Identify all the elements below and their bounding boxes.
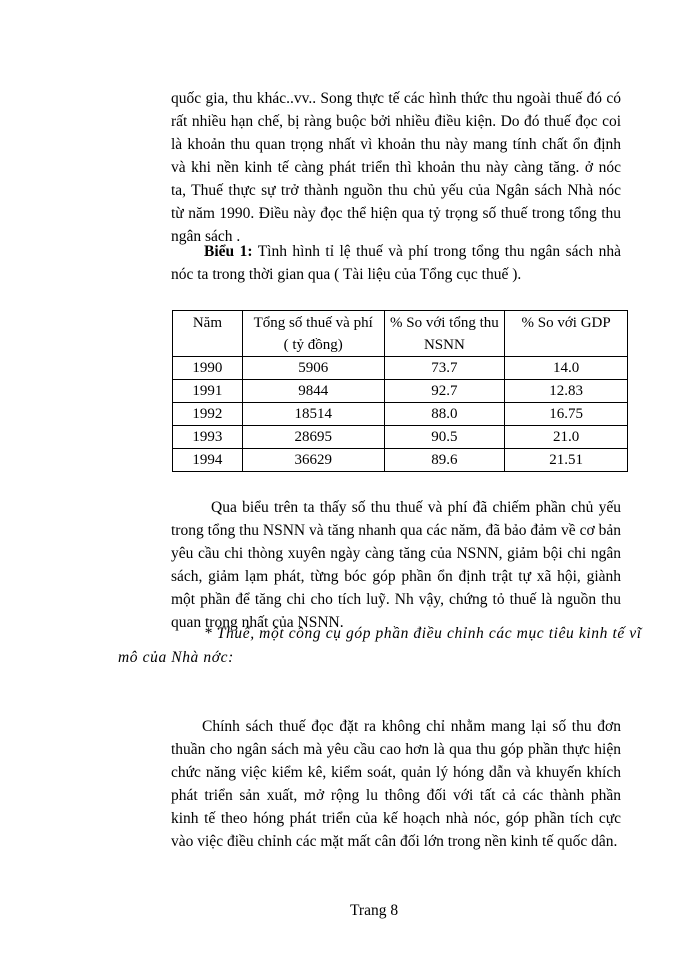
table-row bbox=[173, 380, 628, 403]
text-line: chức năng việc kiểm kê, kiểm soát, quản lý hóng dẫn và khuyến khích bbox=[171, 764, 621, 781]
cell-total: 9844 bbox=[242, 380, 384, 403]
table-header-row bbox=[173, 311, 628, 357]
header-total-tax: Tổng số thuế và phí ( tỷ đồng) bbox=[242, 311, 384, 357]
cell-pct-gdp: 21.0 bbox=[505, 426, 628, 449]
paragraph-policy bbox=[171, 715, 621, 853]
cell-total: 18514 bbox=[242, 403, 384, 426]
subheading-line: * Thuế, một công cụ góp phần điều chỉnh các mục tiêu kinh tế vĩ bbox=[204, 625, 642, 642]
text-line: từ năm 1990. Điều này đọc thể hiện qua tỷ trọng số thuế trong tổng thu bbox=[171, 205, 621, 222]
text-line: ngân sách . bbox=[171, 228, 241, 245]
text-line: ta, Thuế thực sự trở thành nguồn thu chủ yếu của Ngân sách Nhà nóc bbox=[171, 182, 621, 199]
text-line: sách, giảm lạm phát, từng bóc góp phần ổn định trật tự xã hội, giành bbox=[171, 568, 621, 585]
cell-year: 1991 bbox=[173, 380, 243, 403]
cell-pct-budget: 92.7 bbox=[384, 380, 505, 403]
cell-pct-budget: 88.0 bbox=[384, 403, 505, 426]
cell-pct-budget: 90.5 bbox=[384, 426, 505, 449]
cell-pct-gdp: 12.83 bbox=[505, 380, 628, 403]
cell-pct-gdp: 14.0 bbox=[505, 357, 628, 380]
table-caption bbox=[171, 240, 621, 286]
cell-year: 1993 bbox=[173, 426, 243, 449]
text-line: vào việc điều chỉnh các mặt mất cân đối lớn trong nền kinh tế quốc dân. bbox=[171, 833, 618, 850]
cell-pct-gdp: 21.51 bbox=[505, 449, 628, 472]
header-pct-budget: % So với tổng thu NSNN bbox=[384, 311, 505, 357]
table-row bbox=[173, 357, 628, 380]
cell-total: 28695 bbox=[242, 426, 384, 449]
header-pct-gdp: % So với GDP bbox=[505, 311, 628, 357]
text-line: Chính sách thuế đọc đặt ra không chỉ nhằm mang lại số thu đơn bbox=[202, 718, 621, 735]
text-line: phát triển sản xuất, mở rộng lu thông đối với tất cả các thành phần bbox=[171, 787, 621, 804]
table-row bbox=[173, 426, 628, 449]
cell-pct-gdp: 16.75 bbox=[505, 403, 628, 426]
text-line: quốc gia, thu khác..vv.. Song thực tế các hình thức thu ngoài thuế đó có bbox=[171, 90, 621, 107]
cell-total: 36629 bbox=[242, 449, 384, 472]
caption-text: Tình hình tỉ lệ thuế và phí trong tổng thu ngân sách nhà bbox=[252, 243, 621, 260]
text-line: Qua biểu trên ta thấy số thu thuế và phí đã chiếm phần chủ yếu bbox=[211, 499, 621, 516]
cell-year: 1992 bbox=[173, 403, 243, 426]
text-line: và khi nền kinh tế càng phát triển thì khoản thu này càng tăng. ở nóc bbox=[171, 159, 621, 176]
text-line: một phần để tăng chi cho tích luỹ. Nh vậy, chứng tỏ thuế là nguồn thu bbox=[171, 591, 621, 608]
text-line: thuần cho ngân sách mà yêu cầu cao hơn là qua thu góp phần thực hiện bbox=[171, 741, 621, 758]
text-line: trong tổng thu NSNN và tăng nhanh qua các năm, đã bảo đảm về cơ bản bbox=[171, 522, 621, 539]
cell-pct-budget: 73.7 bbox=[384, 357, 505, 380]
table-row bbox=[173, 449, 628, 472]
cell-pct-budget: 89.6 bbox=[384, 449, 505, 472]
caption-text: nóc ta trong thời gian qua ( Tài liệu của Tổng cục thuế ). bbox=[171, 266, 522, 283]
paragraph-analysis bbox=[171, 496, 621, 634]
text-line: yêu cầu chi thòng xuyên ngày càng tăng của NSNN, giảm bội chi ngân bbox=[171, 545, 621, 562]
text-line: là khoản thu quan trọng nhất vì khoản thu này mang tính chất ổn định bbox=[171, 136, 621, 153]
cell-total: 5906 bbox=[242, 357, 384, 380]
header-year: Năm bbox=[173, 311, 243, 357]
text-line: quan trọng nhất của NSNN. bbox=[171, 614, 344, 631]
page-number: Trang 8 bbox=[350, 902, 399, 919]
subheading-line: mô của Nhà nớc: bbox=[118, 649, 234, 666]
text-line: rất nhiều hạn chế, bị ràng buộc bởi nhiều điều kiện. Do đó thuế đọc coi bbox=[171, 113, 621, 130]
caption-label: Biểu 1: bbox=[204, 243, 253, 260]
section-subheading bbox=[118, 622, 642, 670]
text-line: kinh tế theo hóng phát triển của kế hoạch nhà nóc, góp phần tích cực bbox=[171, 810, 621, 827]
tax-ratio-table bbox=[172, 310, 628, 472]
table-row bbox=[173, 403, 628, 426]
cell-year: 1994 bbox=[173, 449, 243, 472]
cell-year: 1990 bbox=[173, 357, 243, 380]
paragraph-intro bbox=[171, 87, 621, 248]
